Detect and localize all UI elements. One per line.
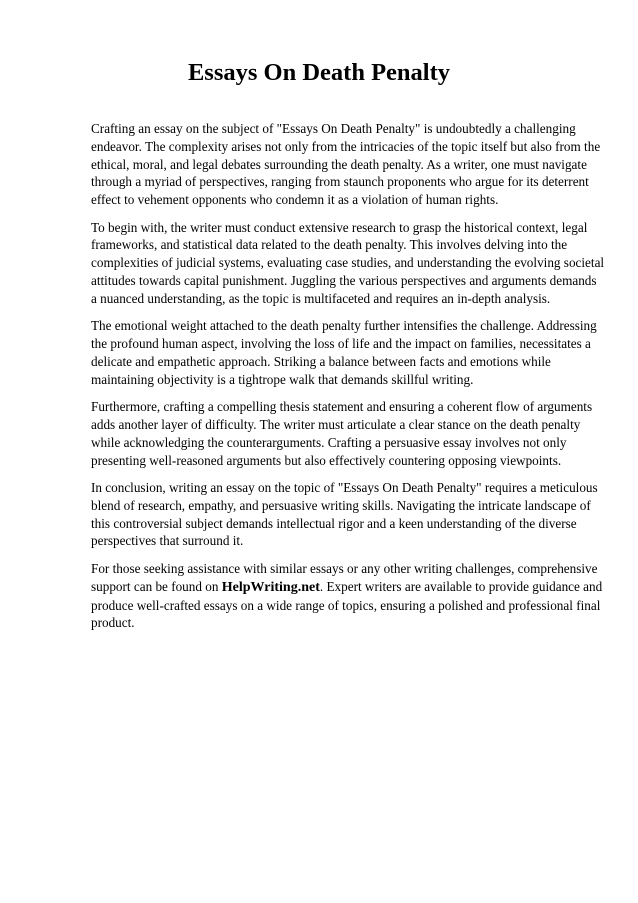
- paragraph-line: To begin with, the writer must conduct extensive research to grasp the historical context, legal: [91, 219, 588, 235]
- paragraph-line: The emotional weight attached to the death penalty further intensifies the challenge. Addressing: [91, 318, 597, 334]
- paragraph-line: the profound human aspect, involving the loss of life and the impact on families, necessitates a: [91, 336, 591, 352]
- paragraph-line: effect to vehement opponents who condemn it as a violation of human rights.: [91, 192, 499, 208]
- paragraph-line: delicate and empathetic approach. Striking a balance between facts and emotions while: [91, 353, 551, 369]
- paragraph-line: frameworks, and statistical data related to the death penalty. This involves delving into the: [91, 237, 568, 253]
- paragraph-line: blend of research, empathy, and persuasive writing skills. Navigating the intricate landscape of: [91, 497, 591, 513]
- paragraph-4: [91, 398, 591, 469]
- paragraph-line: For those seeking assistance with similar essays or any other writing challenges, comprehensive: [91, 560, 598, 576]
- paragraph-line: In conclusion, writing an essay on the topic of "Essays On Death Penalty" requires a meticulous: [91, 480, 598, 496]
- helpwriting-link[interactable]: HelpWriting.net: [221, 579, 320, 595]
- paragraph-line: maintaining objectivity is a tightrope walk that demands skillful writing.: [91, 371, 474, 387]
- paragraph-line: product.: [91, 615, 135, 631]
- paragraph-line: attitudes towards capital punishment. Juggling the various perspectives and arguments demands: [91, 273, 597, 289]
- paragraph-line: produce well-crafted essays on a wide range of topics, ensuring a polished and professional final: [91, 597, 601, 613]
- paragraph-line-with-link: [91, 578, 603, 597]
- document-title: Essays On Death Penalty: [187, 59, 451, 86]
- paragraph-line: endeavor. The complexity arises not only from the intricacies of the topic itself but also from the: [91, 138, 601, 154]
- paragraph-line: perspectives that surround it.: [91, 533, 244, 549]
- paragraph-line: Furthermore, crafting a compelling thesis statement and ensuring a coherent flow of arguments: [91, 399, 593, 415]
- document-body: [91, 120, 605, 642]
- paragraph-line: presenting well-reasoned arguments but also effectively countering opposing viewpoints.: [91, 452, 562, 468]
- paragraph-3: [91, 317, 597, 388]
- paragraph-1: [91, 120, 601, 209]
- paragraph-line: this controversial subject demands intellectual rigor and a keen understanding of the diverse: [91, 515, 577, 531]
- paragraph-line: complexities of judicial systems, evaluating case studies, and understanding the evolving societal: [91, 255, 605, 271]
- closing-text-before-link: support can be found on: [91, 578, 222, 594]
- paragraph-line: through a myriad of perspectives, ranging from staunch proponents who argue for its deterrent: [91, 174, 589, 190]
- closing-paragraph: [91, 560, 603, 632]
- closing-text-after-link: . Expert writers are available to provide guidance and: [319, 578, 603, 594]
- paragraph-5: [91, 479, 598, 550]
- paragraph-line: Crafting an essay on the subject of "Essays On Death Penalty" is undoubtedly a challenging: [91, 121, 576, 136]
- paragraph-line: while acknowledging the counterarguments. Crafting a persuasive essay involves not only: [91, 434, 567, 450]
- paragraph-line: a nuanced understanding, as the topic is multifaceted and requires an in-depth analysis.: [91, 290, 551, 306]
- paragraph-line: ethical, moral, and legal debates surrounding the death penalty. As a writer, one must navigate: [91, 156, 587, 172]
- paragraph-line: adds another layer of difficulty. The writer must articulate a clear stance on the death penalty: [91, 417, 581, 433]
- paragraph-2: [91, 219, 605, 308]
